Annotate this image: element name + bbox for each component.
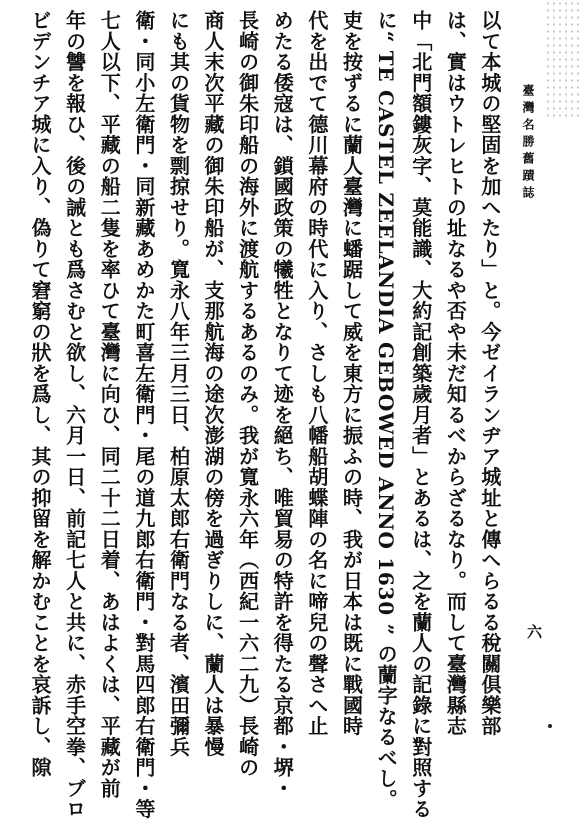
text-column: は、實はウトレヒトの址なるや否や未だ知るべからざるなり。而して臺灣縣志	[443, 10, 468, 737]
text-column: に“ TE CASTEL ZEELANDIA GEBOWED ANNO 1630 ” の蘭字なるべし。	[374, 10, 399, 810]
text-column: 長崎の御朱印船の海外に渡航するあるのみ。我が寬永六年（西紀一六二九）長崎の	[235, 10, 260, 778]
page-edge-speckle	[545, 0, 582, 120]
text-column: 吏を按ずるに蘭人臺灣に蟠踞して威を東方に振ふの時、我が日本は既に戰國時	[339, 10, 364, 737]
text-column: 衛・同小左衛門・同新藏あめかた町喜左衛門・尾の道九郎右衛門・對馬四郎右衛門・等	[131, 10, 156, 819]
vertical-text-block	[28, 10, 502, 819]
text-column: めたる倭寇は、鎖國政策の犧牲となりて迹を絕ち、唯貿易の特許を得たる京都・堺・	[270, 10, 295, 799]
text-column: 七人以下、平藏の船二隻を率ひて臺灣に向ひ、同二十二日着、あはよくは、平藏が前	[97, 10, 122, 799]
text-column: 年の讐を報ひ、後の誡とも爲さむと欲し、六月一日、前記七人と共に、赤手空拳、ブロ	[62, 10, 87, 819]
ink-dot	[548, 724, 552, 728]
text-column: 以て本城の堅固を加へたり」と。今ゼイランヂア城址と傳へらるる稅關倶樂部	[477, 10, 502, 737]
text-column: 中「北門額鏤灰字、莫能識、大約記創築歲月者」とあるは、之を蘭人の記錄に對照する	[408, 10, 433, 819]
text-column: 代を出でて德川幕府の時代に入り、さしも八幡船胡蝶陣の名に啼兒の聲さへ止	[304, 10, 329, 737]
running-head: 臺灣名勝舊蹟誌	[521, 84, 535, 203]
text-column: ビデンチア城に入り、偽りて窘窮の狀を爲し、其の抑留を解かむことを哀訴し、隙	[28, 10, 52, 778]
page-number: 六	[525, 624, 543, 639]
text-column: 商人末次平藏の御朱印船が、支那航海の途次澎湖の傍を過ぎりしに、蘭人は暴慢	[201, 10, 226, 757]
text-column: にも其の貨物を剽掠せり。寬永八年三月三日、柏原太郎右衛門なる者、濱田彌兵	[166, 10, 191, 757]
